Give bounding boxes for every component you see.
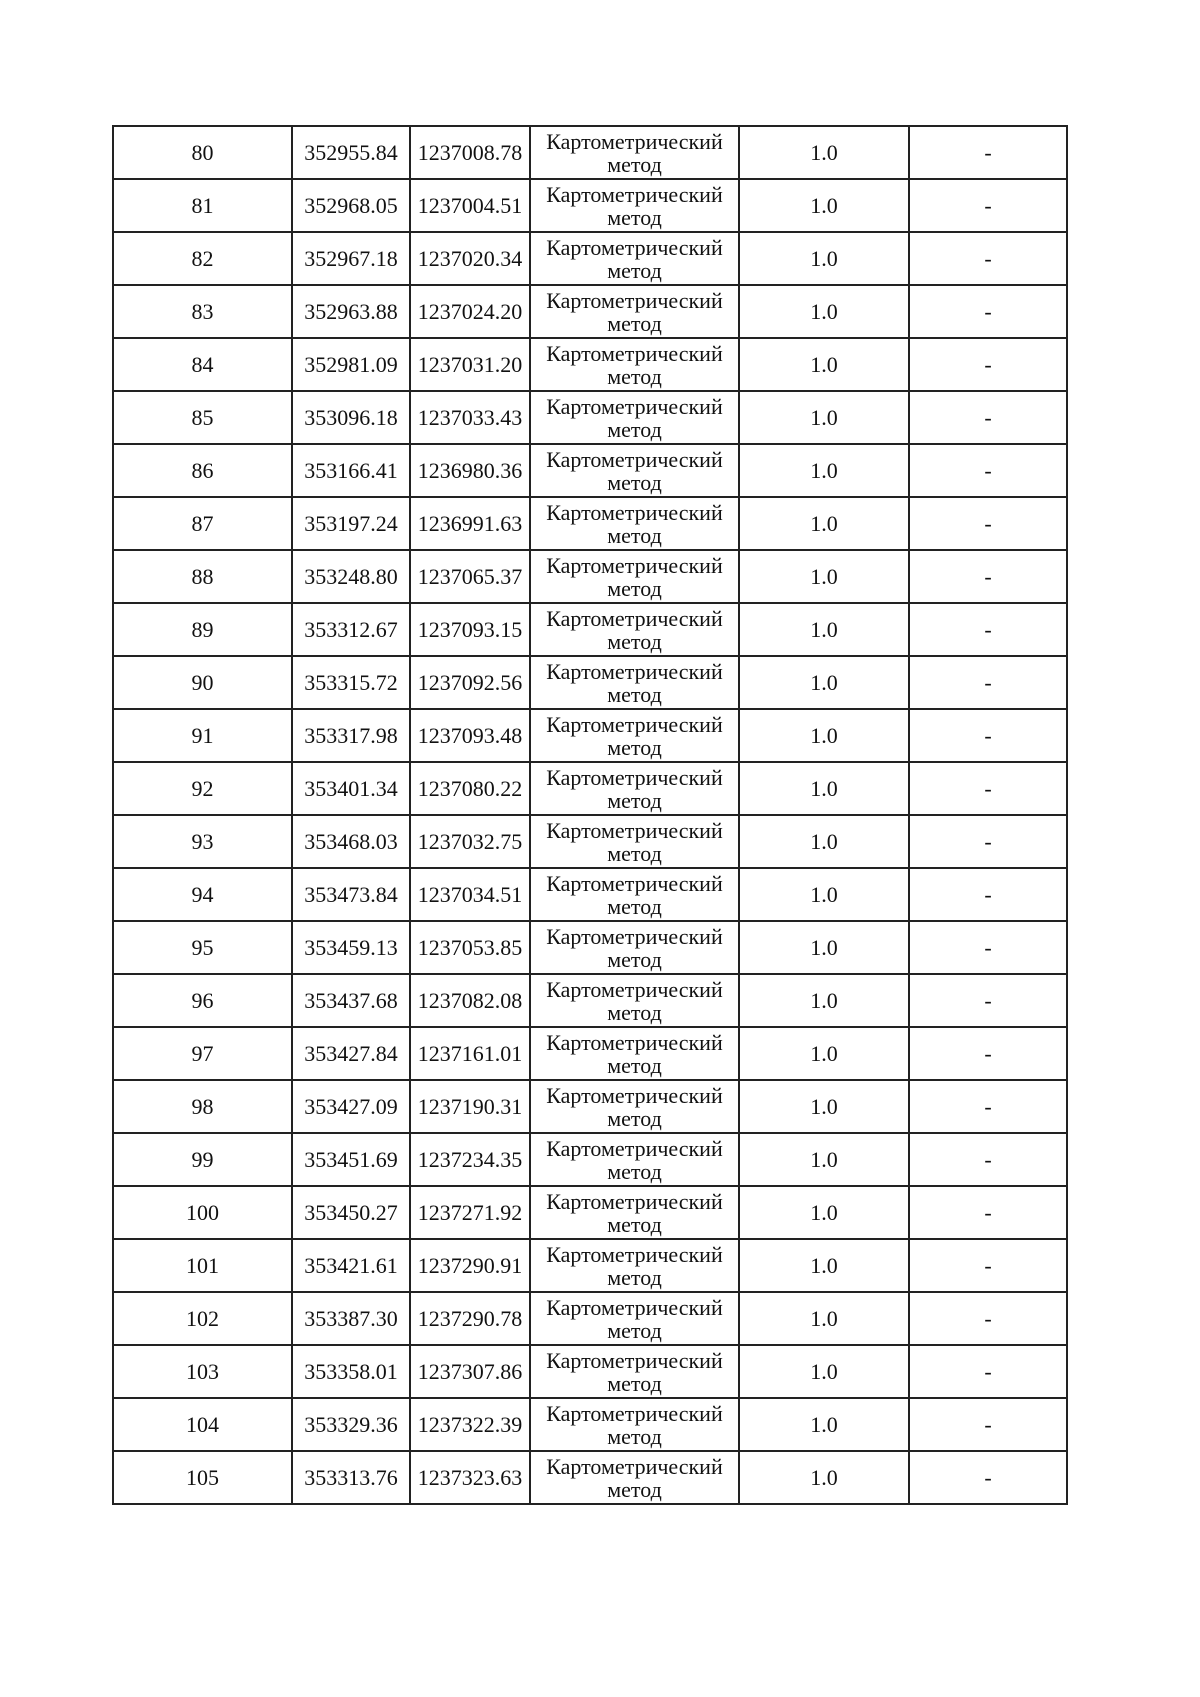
method-text: Картометрический (546, 181, 723, 207)
description-cell: - (909, 391, 1067, 444)
method-text: Картометрический (546, 499, 723, 525)
accuracy-cell: 1.0 (739, 656, 909, 709)
y-coordinate-cell: 1237190.31 (410, 1080, 530, 1133)
method-text: метод (607, 1211, 662, 1237)
method-cell (530, 1027, 739, 1080)
accuracy-cell: 1.0 (739, 815, 909, 868)
point-number-cell: 81 (113, 179, 292, 232)
method-cell (530, 1451, 739, 1504)
method-text: метод (607, 469, 662, 495)
method-text: метод (607, 628, 662, 654)
method-text: Картометрический (546, 1135, 723, 1161)
point-number-cell: 101 (113, 1239, 292, 1292)
y-coordinate-cell: 1237031.20 (410, 338, 530, 391)
method-text: Картометрический (546, 923, 723, 949)
method-text: метод (607, 734, 662, 760)
method-text: Картометрический (546, 340, 723, 366)
x-coordinate-cell: 353317.98 (292, 709, 410, 762)
x-coordinate-cell: 352967.18 (292, 232, 410, 285)
point-number-cell: 85 (113, 391, 292, 444)
description-cell: - (909, 1398, 1067, 1451)
method-text: Картометрический (546, 658, 723, 684)
table-row (113, 709, 1067, 762)
method-cell (530, 603, 739, 656)
x-coordinate-cell: 353450.27 (292, 1186, 410, 1239)
method-text: метод (607, 416, 662, 442)
description-cell: - (909, 815, 1067, 868)
method-text: метод (607, 787, 662, 813)
x-coordinate-cell: 352955.84 (292, 126, 410, 179)
point-number-cell: 87 (113, 497, 292, 550)
accuracy-cell: 1.0 (739, 1133, 909, 1186)
table-row (113, 391, 1067, 444)
method-text: метод (607, 522, 662, 548)
method-text: метод (607, 363, 662, 389)
point-number-cell: 82 (113, 232, 292, 285)
method-text: метод (607, 257, 662, 283)
accuracy-cell: 1.0 (739, 1027, 909, 1080)
y-coordinate-cell: 1237032.75 (410, 815, 530, 868)
description-cell: - (909, 921, 1067, 974)
method-cell (530, 391, 739, 444)
accuracy-cell: 1.0 (739, 232, 909, 285)
x-coordinate-cell: 353329.36 (292, 1398, 410, 1451)
accuracy-cell: 1.0 (739, 1080, 909, 1133)
accuracy-cell: 1.0 (739, 868, 909, 921)
x-coordinate-cell: 353427.09 (292, 1080, 410, 1133)
description-cell: - (909, 285, 1067, 338)
method-text: метод (607, 999, 662, 1025)
table-row (113, 497, 1067, 550)
accuracy-cell: 1.0 (739, 391, 909, 444)
description-cell: - (909, 1080, 1067, 1133)
accuracy-cell: 1.0 (739, 1345, 909, 1398)
method-cell (530, 550, 739, 603)
table-row (113, 656, 1067, 709)
x-coordinate-cell: 353451.69 (292, 1133, 410, 1186)
x-coordinate-cell: 353421.61 (292, 1239, 410, 1292)
accuracy-cell: 1.0 (739, 709, 909, 762)
y-coordinate-cell: 1237234.35 (410, 1133, 530, 1186)
x-coordinate-cell: 352968.05 (292, 179, 410, 232)
method-cell (530, 815, 739, 868)
y-coordinate-cell: 1237065.37 (410, 550, 530, 603)
point-number-cell: 102 (113, 1292, 292, 1345)
method-text: метод (607, 1317, 662, 1343)
accuracy-cell: 1.0 (739, 1451, 909, 1504)
point-number-cell: 86 (113, 444, 292, 497)
point-number-cell: 97 (113, 1027, 292, 1080)
method-cell (530, 1292, 739, 1345)
x-coordinate-cell: 353313.76 (292, 1451, 410, 1504)
table-row (113, 1398, 1067, 1451)
method-cell (530, 497, 739, 550)
y-coordinate-cell: 1237093.48 (410, 709, 530, 762)
table-row (113, 285, 1067, 338)
method-text: метод (607, 575, 662, 601)
method-text: метод (607, 1052, 662, 1078)
accuracy-cell: 1.0 (739, 762, 909, 815)
table-row (113, 1080, 1067, 1133)
point-number-cell: 83 (113, 285, 292, 338)
method-text: Картометрический (546, 1400, 723, 1426)
accuracy-cell: 1.0 (739, 974, 909, 1027)
accuracy-cell: 1.0 (739, 285, 909, 338)
table-row (113, 815, 1067, 868)
accuracy-cell: 1.0 (739, 179, 909, 232)
method-text: Картометрический (546, 1294, 723, 1320)
method-text: Картометрический (546, 764, 723, 790)
accuracy-cell: 1.0 (739, 1186, 909, 1239)
y-coordinate-cell: 1237080.22 (410, 762, 530, 815)
x-coordinate-cell: 353401.34 (292, 762, 410, 815)
point-number-cell: 90 (113, 656, 292, 709)
method-cell (530, 656, 739, 709)
description-cell: - (909, 1345, 1067, 1398)
method-cell (530, 285, 739, 338)
table-row (113, 550, 1067, 603)
y-coordinate-cell: 1237271.92 (410, 1186, 530, 1239)
y-coordinate-cell: 1237082.08 (410, 974, 530, 1027)
method-text: Картометрический (546, 1241, 723, 1267)
method-text: метод (607, 1105, 662, 1131)
description-cell: - (909, 1186, 1067, 1239)
y-coordinate-cell: 1237024.20 (410, 285, 530, 338)
method-text: Картометрический (546, 605, 723, 631)
table-row (113, 126, 1067, 179)
accuracy-cell: 1.0 (739, 338, 909, 391)
x-coordinate-cell: 353312.67 (292, 603, 410, 656)
point-number-cell: 99 (113, 1133, 292, 1186)
description-cell: - (909, 179, 1067, 232)
x-coordinate-cell: 353468.03 (292, 815, 410, 868)
y-coordinate-cell: 1237290.91 (410, 1239, 530, 1292)
x-coordinate-cell: 353315.72 (292, 656, 410, 709)
description-cell: - (909, 497, 1067, 550)
method-cell (530, 921, 739, 974)
table-row (113, 338, 1067, 391)
method-text: метод (607, 151, 662, 177)
method-cell (530, 1239, 739, 1292)
method-text: метод (607, 946, 662, 972)
table-row (113, 1345, 1067, 1398)
description-cell: - (909, 868, 1067, 921)
x-coordinate-cell: 353459.13 (292, 921, 410, 974)
point-number-cell: 93 (113, 815, 292, 868)
table-row (113, 232, 1067, 285)
table-row (113, 921, 1067, 974)
description-cell: - (909, 338, 1067, 391)
method-cell (530, 1080, 739, 1133)
description-cell: - (909, 126, 1067, 179)
method-cell (530, 1345, 739, 1398)
x-coordinate-cell: 353358.01 (292, 1345, 410, 1398)
x-coordinate-cell: 353427.84 (292, 1027, 410, 1080)
table-row (113, 1451, 1067, 1504)
y-coordinate-cell: 1237020.34 (410, 232, 530, 285)
table-body (113, 126, 1067, 1504)
x-coordinate-cell: 352963.88 (292, 285, 410, 338)
method-cell (530, 1186, 739, 1239)
method-cell (530, 179, 739, 232)
description-cell: - (909, 1239, 1067, 1292)
x-coordinate-cell: 353166.41 (292, 444, 410, 497)
method-cell (530, 709, 739, 762)
table-row (113, 179, 1067, 232)
y-coordinate-cell: 1237322.39 (410, 1398, 530, 1451)
method-cell (530, 232, 739, 285)
description-cell: - (909, 709, 1067, 762)
method-text: метод (607, 840, 662, 866)
y-coordinate-cell: 1237092.56 (410, 656, 530, 709)
x-coordinate-cell: 353248.80 (292, 550, 410, 603)
description-cell: - (909, 1451, 1067, 1504)
table-row (113, 444, 1067, 497)
method-cell (530, 974, 739, 1027)
x-coordinate-cell: 353437.68 (292, 974, 410, 1027)
method-text: метод (607, 310, 662, 336)
point-number-cell: 80 (113, 126, 292, 179)
table-row (113, 1133, 1067, 1186)
point-number-cell: 88 (113, 550, 292, 603)
method-text: метод (607, 681, 662, 707)
table-row (113, 1292, 1067, 1345)
method-text: Картометрический (546, 446, 723, 472)
point-number-cell: 94 (113, 868, 292, 921)
method-cell (530, 1133, 739, 1186)
x-coordinate-cell: 353473.84 (292, 868, 410, 921)
method-text: метод (607, 204, 662, 230)
point-number-cell: 92 (113, 762, 292, 815)
method-text: Картометрический (546, 711, 723, 737)
method-text: Картометрический (546, 393, 723, 419)
x-coordinate-cell: 353387.30 (292, 1292, 410, 1345)
method-text: Картометрический (546, 870, 723, 896)
description-cell: - (909, 1027, 1067, 1080)
method-text: Картометрический (546, 1453, 723, 1479)
point-number-cell: 105 (113, 1451, 292, 1504)
method-text: Картометрический (546, 1347, 723, 1373)
point-number-cell: 104 (113, 1398, 292, 1451)
method-text: метод (607, 1476, 662, 1502)
x-coordinate-cell: 353096.18 (292, 391, 410, 444)
point-number-cell: 91 (113, 709, 292, 762)
table-row (113, 1239, 1067, 1292)
description-cell: - (909, 603, 1067, 656)
point-number-cell: 100 (113, 1186, 292, 1239)
description-cell: - (909, 232, 1067, 285)
point-number-cell: 98 (113, 1080, 292, 1133)
y-coordinate-cell: 1236980.36 (410, 444, 530, 497)
point-number-cell: 95 (113, 921, 292, 974)
accuracy-cell: 1.0 (739, 1292, 909, 1345)
y-coordinate-cell: 1237161.01 (410, 1027, 530, 1080)
method-text: метод (607, 893, 662, 919)
method-text: метод (607, 1264, 662, 1290)
method-text: Картометрический (546, 1188, 723, 1214)
y-coordinate-cell: 1237093.15 (410, 603, 530, 656)
point-number-cell: 89 (113, 603, 292, 656)
y-coordinate-cell: 1237053.85 (410, 921, 530, 974)
table-row (113, 1186, 1067, 1239)
method-text: метод (607, 1158, 662, 1184)
method-text: Картометрический (546, 234, 723, 260)
accuracy-cell: 1.0 (739, 126, 909, 179)
accuracy-cell: 1.0 (739, 1398, 909, 1451)
description-cell: - (909, 1133, 1067, 1186)
method-cell (530, 1398, 739, 1451)
y-coordinate-cell: 1237008.78 (410, 126, 530, 179)
method-text: Картометрический (546, 1082, 723, 1108)
description-cell: - (909, 974, 1067, 1027)
description-cell: - (909, 444, 1067, 497)
point-number-cell: 96 (113, 974, 292, 1027)
method-text: метод (607, 1370, 662, 1396)
table-row (113, 762, 1067, 815)
accuracy-cell: 1.0 (739, 603, 909, 656)
method-cell (530, 762, 739, 815)
point-number-cell: 103 (113, 1345, 292, 1398)
y-coordinate-cell: 1237004.51 (410, 179, 530, 232)
method-cell (530, 444, 739, 497)
method-text: Картометрический (546, 817, 723, 843)
point-number-cell: 84 (113, 338, 292, 391)
method-cell (530, 868, 739, 921)
description-cell: - (909, 762, 1067, 815)
y-coordinate-cell: 1237290.78 (410, 1292, 530, 1345)
description-cell: - (909, 550, 1067, 603)
y-coordinate-cell: 1237307.86 (410, 1345, 530, 1398)
table-row (113, 603, 1067, 656)
description-cell: - (909, 656, 1067, 709)
x-coordinate-cell: 352981.09 (292, 338, 410, 391)
accuracy-cell: 1.0 (739, 1239, 909, 1292)
y-coordinate-cell: 1236991.63 (410, 497, 530, 550)
method-cell (530, 338, 739, 391)
method-text: метод (607, 1423, 662, 1449)
method-text: Картометрический (546, 552, 723, 578)
table-row (113, 1027, 1067, 1080)
coordinates-table (112, 125, 1068, 1505)
method-cell (530, 126, 739, 179)
method-text: Картометрический (546, 1029, 723, 1055)
method-text: Картометрический (546, 128, 723, 154)
method-text: Картометрический (546, 287, 723, 313)
accuracy-cell: 1.0 (739, 497, 909, 550)
y-coordinate-cell: 1237034.51 (410, 868, 530, 921)
method-text: Картометрический (546, 976, 723, 1002)
accuracy-cell: 1.0 (739, 444, 909, 497)
accuracy-cell: 1.0 (739, 550, 909, 603)
description-cell: - (909, 1292, 1067, 1345)
x-coordinate-cell: 353197.24 (292, 497, 410, 550)
accuracy-cell: 1.0 (739, 921, 909, 974)
y-coordinate-cell: 1237323.63 (410, 1451, 530, 1504)
y-coordinate-cell: 1237033.43 (410, 391, 530, 444)
table-row (113, 974, 1067, 1027)
table-row (113, 868, 1067, 921)
